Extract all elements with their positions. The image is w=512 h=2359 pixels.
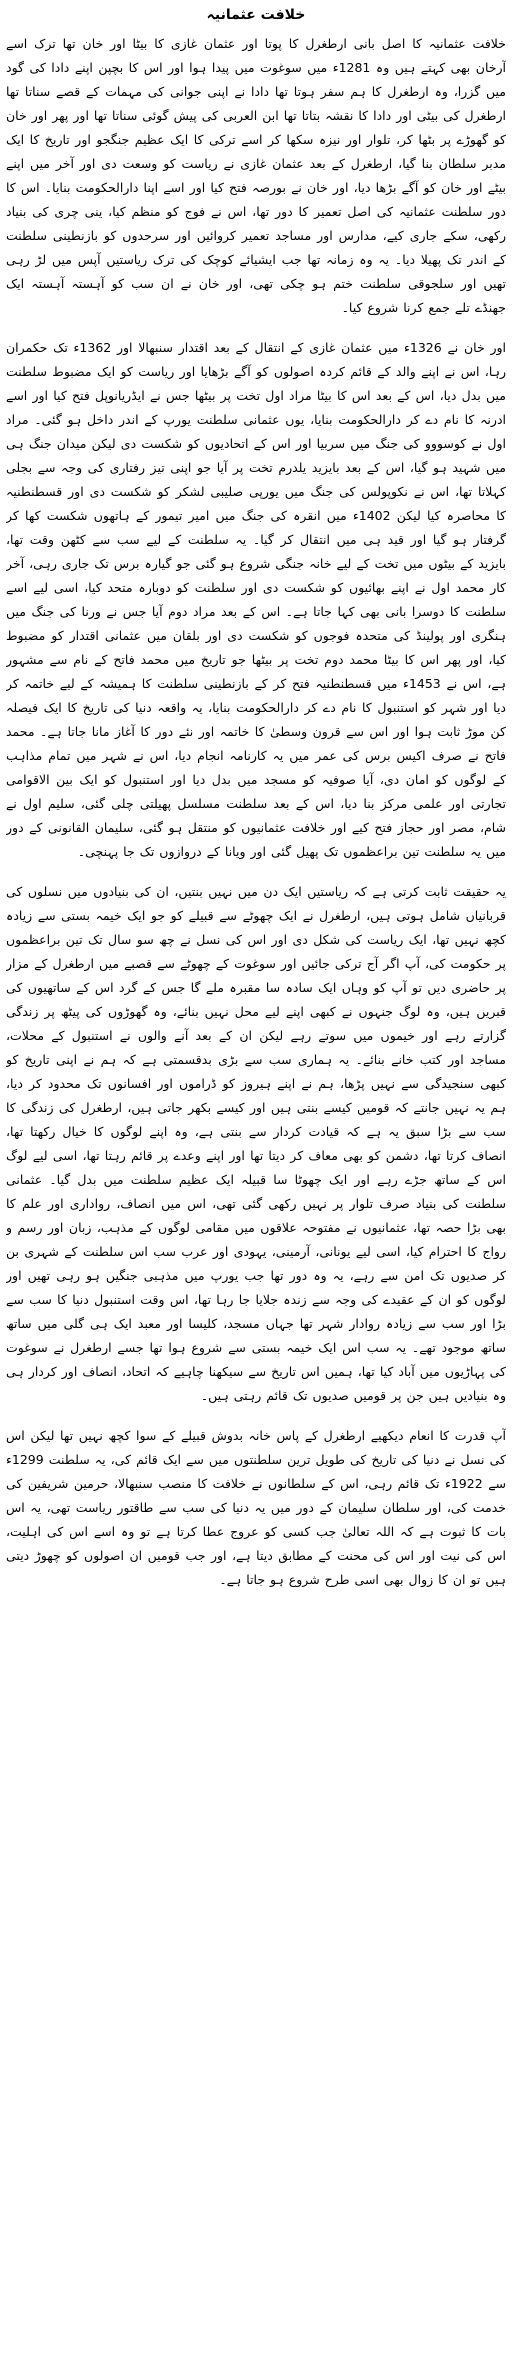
article-title: خلافت عثمانیہ (206, 7, 306, 23)
article-paragraph-4: آپ قدرت کا انعام دیکھیے ارطغرل کے پاس خانہ بدوش قبیلے کے سوا کچھ نہیں تھا لیکن اس کی نسل نے دنیا کی تاریخ کی طویل ترین سلطنتوں میں سے ایک قائم کی، یہ سلطنت 1299ء سے 1922ء تک قائم رہی، اس کے سلطانوں نے خلافت کا منصب سنبھالا، حرمین شریفین کی خدمت کی، اور سلطان سلیمان کے دور میں یہ دنیا کی سب سے طاقتور ریاست تھی، یہ اس بات کا ثبوت ہے کہ اللہ تعالیٰ جب کسی کو عروج عطا کرتا ہے تو وہ اسے اس کی اہلیت، اس کی نیت اور اس کی محنت کے مطابق دیتا ہے، اور جب قومیں ان اصولوں کو چھوڑ دیتی ہیں تو ان کا زوال بھی اسی طرح شروع ہو جاتا ہے۔ (6, 1428, 506, 1587)
article-paragraph-2: اور خان نے 1326ء میں عثمان غازی کے انتقال کے بعد اقتدار سنبھالا اور 1362ء تک حکمران رہا، اس نے اپنے والد کے قائم کردہ اصولوں کو آگے بڑھایا اور ریاست کو ایک مضبوط سلطنت میں بدل دیا، اس کے بعد اس کا بیٹا مراد اول تخت پر بیٹھا جس نے ایڈریانوپل فتح کیا اور اسے ادرنہ کا نام دے کر دارالحکومت بنایا، یوں عثمانی سلطنت یورپ کے اندر داخل ہو گئی۔ مراد اول نے کوسووو کی جنگ میں سربیا اور اس کے اتحادیوں کو شکست دی لیکن میدان جنگ ہی میں شہید ہو گیا، اس کے بعد بایزید یلدرم تخت پر آیا جو اپنی تیز رفتاری کی وجہ سے بجلی کہلاتا تھا، اس نے نکوپولس کی جنگ میں یورپی صلیبی لشکر کو شکست دی اور قسطنطنیہ کا محاصرہ کیا لیکن 1402ء میں انقرہ کی جنگ میں امیر تیمور کے ہاتھوں شکست کھا کر گرفتار ہو گیا اور قید ہی میں انتقال کر گیا۔ یہ سلطنت کے لیے سب سے کٹھن وقت تھا، بایزید کے بیٹوں میں تخت کے لیے خانہ جنگی شروع ہو گئی جو گیارہ برس تک جاری رہی، آخر کار محمد اول نے اپنے بھائیوں کو شکست دی اور سلطنت کو دوبارہ متحد کیا، اسی لیے اسے سلطنت کا دوسرا بانی بھی کہا جاتا ہے۔ اس کے بعد مراد دوم آیا جس نے ورنا کی جنگ میں ہنگری اور پولینڈ کی متحدہ فوجوں کو شکست دی اور بلقان میں عثمانی اقتدار کو مضبوط کیا، اور پھر اس کا بیٹا محمد دوم تخت پر بیٹھا جو تاریخ میں محمد فاتح کے نام سے مشہور ہے، اس نے 1453ء میں قسطنطنیہ فتح کر کے بازنطینی سلطنت کا ہمیشہ کے لیے خاتمہ کر دیا اور شہر کو استنبول کا نام دے کر دارالحکومت بنایا، یہ واقعہ دنیا کی تاریخ کا ایک فیصلہ کن موڑ ثابت ہوا اور اس سے قرون وسطیٰ کا خاتمہ اور نئے دور کا آغاز مانا جاتا ہے۔ محمد فاتح نے صرف اکیس برس کی عمر میں یہ کارنامہ انجام دیا، اس نے شہر میں تمام مذاہب کے لوگوں کو امان دی، آیا صوفیہ کو مسجد میں بدل دیا اور استنبول کو ایک بین الاقوامی تجارتی اور علمی مرکز بنا دیا، اس کے بعد سلطنت مسلسل پھیلتی چلی گئی، سلیم اول نے شام، مصر اور حجاز فتح کیے اور خلافت عثمانیوں کو منتقل ہو گئی، سلیمان القانونی کے دور میں یہ سلطنت تین براعظموں تک پھیل گئی اور ویانا کے دروازوں تک جا پہنچی۔ (6, 340, 506, 859)
article-paragraph-1: خلافت عثمانیہ کا اصل بانی ارطغرل کا پوتا اور عثمان غازی کا بیٹا اور خان تھا ترک اسے آرخان بھی کہتے ہیں وہ 1281ء میں سوغوت میں پیدا ہوا اور اس کا بچپن اپنے دادا کی گود میں گزرا، وہ ارطغرل کا ہم سفر ہوتا تھا دادا نے اپنی جوانی کی مہمات کے قصے سناتا تھا ارطغرل کی بیٹی اور دادا کا نقشہ بتاتا تھا ابن العربی کی پیش گوئی سناتا تھا اور پھر اور خان کو گھوڑے پر بٹھا کر، تلوار اور نیزہ سکھا کر اسے ترکی کا ایک عظیم جنگجو اور تاریخ کا ایک مدبر سلطان بنا گیا، ارطغرل کے بعد عثمان غازی نے ریاست کو وسعت دی اور آخر میں اپنے بیٹے اور خان کو آگے بڑھا دیا، اور خان نے بورصہ فتح کیا اور اسے اپنا دارالحکومت بنایا۔ اس کا دور سلطنت عثمانیہ کی اصل تعمیر کا دور تھا، اس نے فوج کو منظم کیا، ینی چری کی بنیاد رکھی، سکے جاری کیے، مدارس اور مساجد تعمیر کروائیں اور سرحدوں کو بازنطینی سلطنت کے اندر تک پھیلا دیا۔ یہ وہ زمانہ تھا جب ایشیائے کوچک کی ترک ریاستیں آپس میں لڑ رہی تھیں اور سلجوقی سلطنت ختم ہو چکی تھی، اور خان نے ان سب کو آہستہ آہستہ ایک جھنڈے تلے جمع کرنا شروع کیا۔ (6, 36, 506, 315)
article-paragraph-3: یہ حقیقت ثابت کرتی ہے کہ ریاستیں ایک دن میں نہیں بنتیں، ان کی بنیادوں میں نسلوں کی قربانیاں شامل ہوتی ہیں، ارطغرل نے ایک چھوٹے سے قبیلے کو جو ایک خیمہ بستی سے زیادہ کچھ نہیں تھا، ایک ریاست کی شکل دی اور اس کی نسل نے چھ سو سال تک تین براعظموں پر حکومت کی، آپ اگر آج ترکی جائیں اور سوغوت کے چھوٹے سے قصبے میں ارطغرل کے مزار پر حاضری دیں تو آپ کو وہاں ایک سادہ سا مقبرہ ملے گا جس کے گرد اس کے ساتھیوں کی قبریں ہیں، وہ لوگ جنہوں نے کبھی اپنے لیے محل نہیں بنائے، وہ گھوڑوں کی پیٹھ پر زندگی گزارتے رہے اور خیموں میں سوتے رہے لیکن ان کے بعد آنے والوں نے استنبول کے محلات، مساجد اور کتب خانے بنائے۔ یہ ہماری سب سے بڑی بدقسمتی ہے کہ ہم نے اپنی تاریخ کو کبھی سنجیدگی سے نہیں پڑھا، ہم نے اپنے ہیروز کو ڈراموں اور افسانوں تک محدود کر دیا، ہم یہ نہیں جانتے کہ قومیں کیسے بنتی ہیں اور کیسے بکھر جاتی ہیں، ارطغرل کی زندگی کا سب سے بڑا سبق یہ ہے کہ قیادت کردار سے بنتی ہے، وہ اپنے لوگوں کا خیال رکھتا تھا، انصاف کرتا تھا، دشمن کو بھی معاف کر دیتا تھا اور اپنے وعدے پر قائم رہتا تھا، اسی لیے لوگ اس کے ساتھ جڑے رہے اور ایک چھوٹا سا قبیلہ ایک عظیم سلطنت میں بدل گیا۔ عثمانی سلطنت کی بنیاد صرف تلوار پر نہیں رکھی گئی تھی، اس میں انصاف، رواداری اور علم کا بھی بڑا حصہ تھا، عثمانیوں نے مفتوحہ علاقوں میں مقامی لوگوں کے مذہب، زبان اور رسم و رواج کا احترام کیا، اسی لیے یونانی، آرمینی، یہودی اور عرب سب اس سلطنت کے شہری بن کر صدیوں تک امن سے رہے، یہ وہ دور تھا جب یورپ میں مذہبی جنگیں ہو رہی تھیں اور لوگوں کو ان کے عقیدے کی وجہ سے زندہ جلایا جا رہا تھا، اس وقت استنبول دنیا کا سب سے بڑا اور سب سے زیادہ روادار شہر تھا جہاں مسجد، کلیسا اور معبد ایک ہی گلی میں ساتھ ساتھ موجود تھے۔ یہ سب اس ایک خیمہ بستی سے شروع ہوا تھا جسے ارطغرل نے سوغوت کی پہاڑیوں میں آباد کیا تھا، ہمیں اس تاریخ سے سیکھنا چاہیے کہ اتحاد، انصاف اور کردار ہی وہ بنیادیں ہیں جن پر قومیں صدیوں تک قائم رہتی ہیں۔ (6, 884, 506, 1403)
article (6, 6, 506, 2351)
